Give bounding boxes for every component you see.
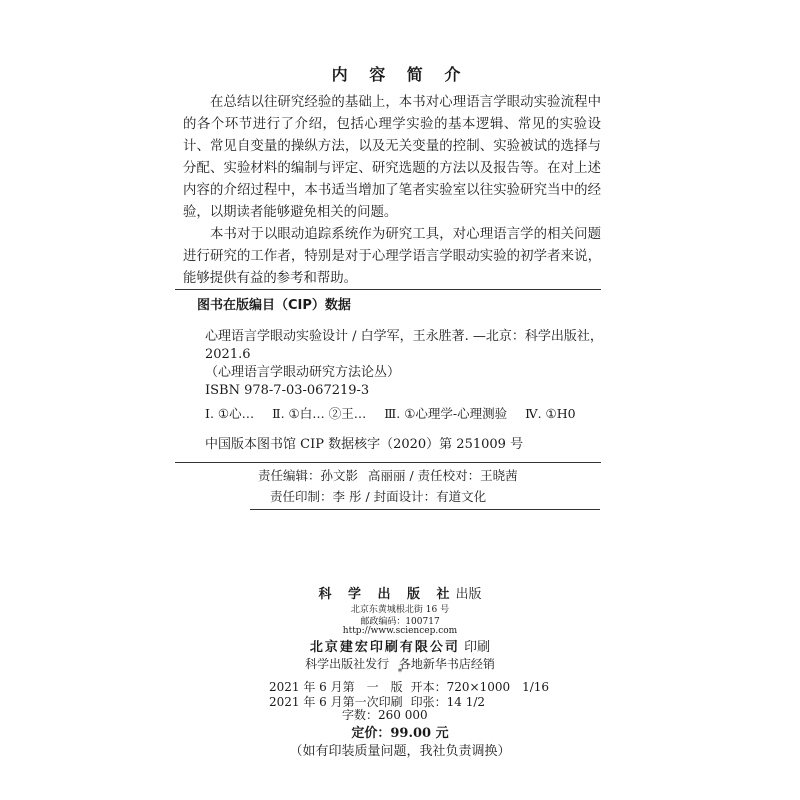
cip-record (205, 328, 605, 400)
staff-print-cover: 责任印制：李 彤 / 封面设计：有道文化 (270, 489, 487, 504)
cip-class-2: Ⅱ. ①白… ②王… (272, 406, 367, 421)
price: 定价：99.00 元 (351, 726, 449, 741)
cip-approval-number: 中国版本图书馆 CIP 数据核字（2020）第 251009 号 (205, 437, 524, 452)
quality-note: （如有印装质量问题，我社负责调换） (289, 744, 511, 759)
publisher-logo-text: 科 学 出 版 社 (318, 587, 456, 602)
cip-bottom-divider (175, 462, 601, 463)
cip-line-title: 心理语言学眼动实验设计 / 白学军，王永胜著. —北京：科学出版社， (205, 329, 603, 344)
staff-line-2 (270, 487, 620, 505)
sheets: 印张：14 1/2 (410, 695, 486, 709)
printer-name: 北京建宏印刷有限公司 (309, 640, 460, 655)
cip-line-isbn: ISBN 978-7-03-067219-3 (205, 383, 370, 398)
intro-paragraph-2: 本书对于以眼动追踪系统作为研究工具，对心理语言学的相关问题进行研究的工作者，特别是对于心理学语言学眼动实验的初学者来说，能够提供有益的参考和帮助。 (183, 227, 601, 286)
intro-paragraph-1: 在总结以往研究经验的基础上，本书对心理语言学眼动实验流程中的各个环节进行了介绍，包括心理学实验的基本逻辑、常见的实验设计、常见自变量的操纵方法，以及无关变量的控制、实验被试的选择与分配、实验材料的编制与评定、研究选题的方法以及报告等。在对上述内容的介绍过程中，本书适当增加了笔者实验室以往实验研究当中的经验，以期读者能够避免相关的问题。 (183, 95, 601, 220)
intro-text (183, 92, 601, 290)
cip-class-1: Ⅰ. ①心… (205, 406, 255, 421)
staff-line-1 (258, 466, 608, 484)
format-size: 开本：720×1000 1/16 (410, 680, 550, 694)
cip-heading: 图书在版编目（CIP）数据 (197, 298, 351, 313)
printing-first: 2021 年 6 月第一次印刷 (269, 695, 403, 709)
publisher-address: 北京东黄城根北街 16 号 (350, 605, 450, 615)
distribution: 各地新华书店经销 (398, 657, 495, 671)
distributor: 科学出版社发行 (305, 657, 390, 671)
word-count: 字数：260 000 (342, 708, 428, 722)
separator-star: * (397, 668, 403, 678)
cip-top-divider (175, 289, 601, 290)
publisher-website: http://www.sciencep.com (342, 626, 458, 636)
publisher-name (0, 583, 800, 602)
publisher-suffix: 出版 (455, 587, 482, 602)
cip-classification (205, 404, 590, 422)
cip-line-series: （心理语言学眼动研究方法论丛） (205, 365, 401, 380)
cip-class-4: Ⅳ. ①H0 (525, 406, 576, 421)
intro-title: 内 容 简 介 (331, 65, 469, 84)
edition-first: 2021 年 6 月第 一 版 (269, 680, 403, 694)
staff-editor-2-proofreader: 高丽丽 / 责任校对：王晓茜 (368, 468, 518, 483)
cip-line-date: 2021.6 (205, 347, 251, 362)
printer-line (0, 636, 800, 655)
cip-class-3: Ⅲ. ①心理学-心理测验 (384, 406, 508, 421)
publisher-zip: 邮政编码：100717 (360, 617, 440, 627)
staff-divider (250, 509, 600, 510)
staff-editor: 责任编辑：孙文影 (258, 468, 359, 483)
printer-suffix: 印刷 (464, 640, 491, 655)
